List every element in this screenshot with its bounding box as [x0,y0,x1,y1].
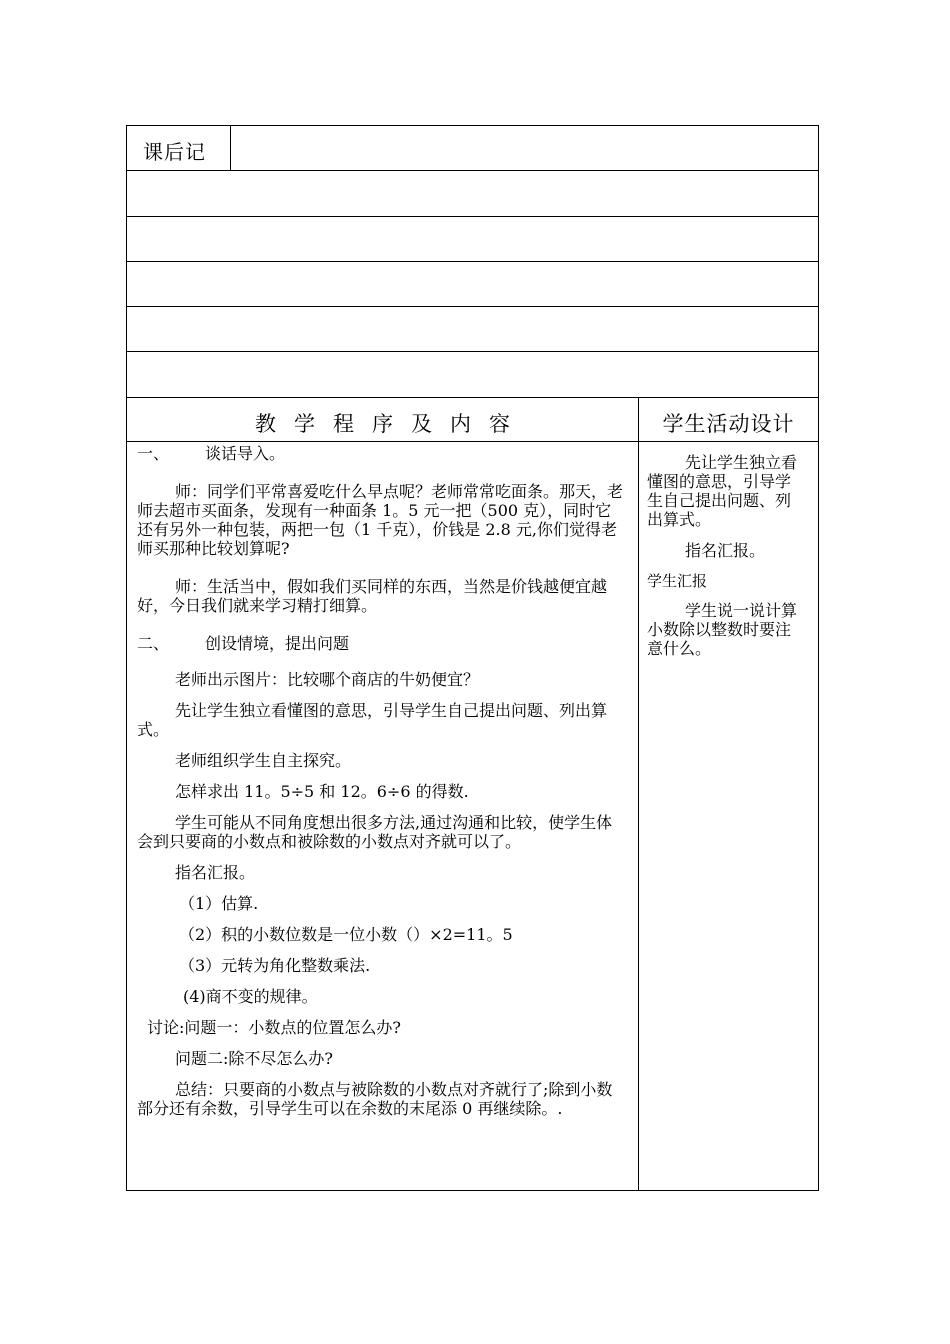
method-item: (4)商不变的规律。 [183,987,318,1006]
paragraph: 师：同学们平常喜爱吃什么早点呢？老师常常吃面条。那天，老师去超市买面条，发现有一种面条 1。5 元一把（500 克），同时它还有另外一种包装，两把一包（1 千克），价钱是 2.8 元,你们觉得老师买那种比较划算呢? [137,482,624,558]
section-title: 创设情境，提出问题 [205,634,350,653]
header-char: 学 [294,412,315,436]
houji-divider [230,126,231,170]
method-item: （1）估算. [179,894,259,913]
blank-row [127,352,818,398]
main-content-column [137,442,627,1118]
side-paragraph: 指名汇报。 [685,541,766,560]
section-two-heading [137,634,627,653]
paragraph: 学生可能从不同角度想出很多方法,通过沟通和比较，使学生体会到只要商的小数点和被除数的小数点对齐就可以了。 [137,813,613,851]
summary-paragraph: 总结：只要商的小数点与被除数的小数点对齐就行了;除到小数部分还有余数，引导学生可以在余数的末尾添 0 再继续除。. [137,1080,613,1118]
paragraph: 怎样求出 11。5÷5 和 12。6÷6 的得数. [175,782,469,801]
section-number: 一、 [137,444,170,463]
header-char: 容 [489,412,510,436]
lesson-plan-table [126,125,819,1191]
houji-row [127,126,818,171]
header-side-title: 学生活动设计 [662,412,795,436]
blank-row [127,262,818,307]
blank-row [127,307,818,352]
table-header-row [127,398,818,442]
side-paragraph: 学生说一说计算小数除以整数时要注意什么。 [647,601,798,658]
section-number: 二、 [137,634,170,653]
method-item: （2）积的小数位数是一位小数（）×2=11。5 [179,925,513,944]
blank-row [127,217,818,262]
paragraph: 先让学生独立看懂图的意思，引导学生自己提出问题、列出算式。 [137,701,608,739]
blank-row [127,171,818,217]
header-char: 程 [333,412,354,436]
paragraph: 老师组织学生自主探究。 [175,751,352,770]
header-char: 内 [450,412,471,436]
side-paragraph: 学生汇报 [647,572,708,590]
header-char: 教 [255,412,276,436]
column-divider [638,398,639,1190]
paragraph: 指名汇报。 [175,863,256,882]
houji-label: 课后记 [143,140,206,164]
section-one-heading [137,444,627,463]
method-item: （3）元转为角化整数乘法. [179,956,371,975]
paragraph: 师：生活当中，假如我们买同样的东西，当然是价钱越便宜越好，今日我们就来学习精打细算。 [137,577,608,615]
discussion-line: 问题二:除不尽怎么办? [175,1049,333,1068]
paragraph: 老师出示图片：比较哪个商店的牛奶便宜？ [175,670,480,689]
student-activity-column [647,453,805,658]
discussion-line: 讨论:问题一：小数点的位置怎么办? [147,1018,401,1037]
section-title: 谈话导入。 [205,444,286,463]
header-char: 序 [372,412,393,436]
header-char: 及 [411,412,432,436]
header-main-title [127,408,638,438]
side-paragraph: 先让学生独立看懂图的意思，引导学生自己提出问题、列出算式。 [647,453,798,529]
